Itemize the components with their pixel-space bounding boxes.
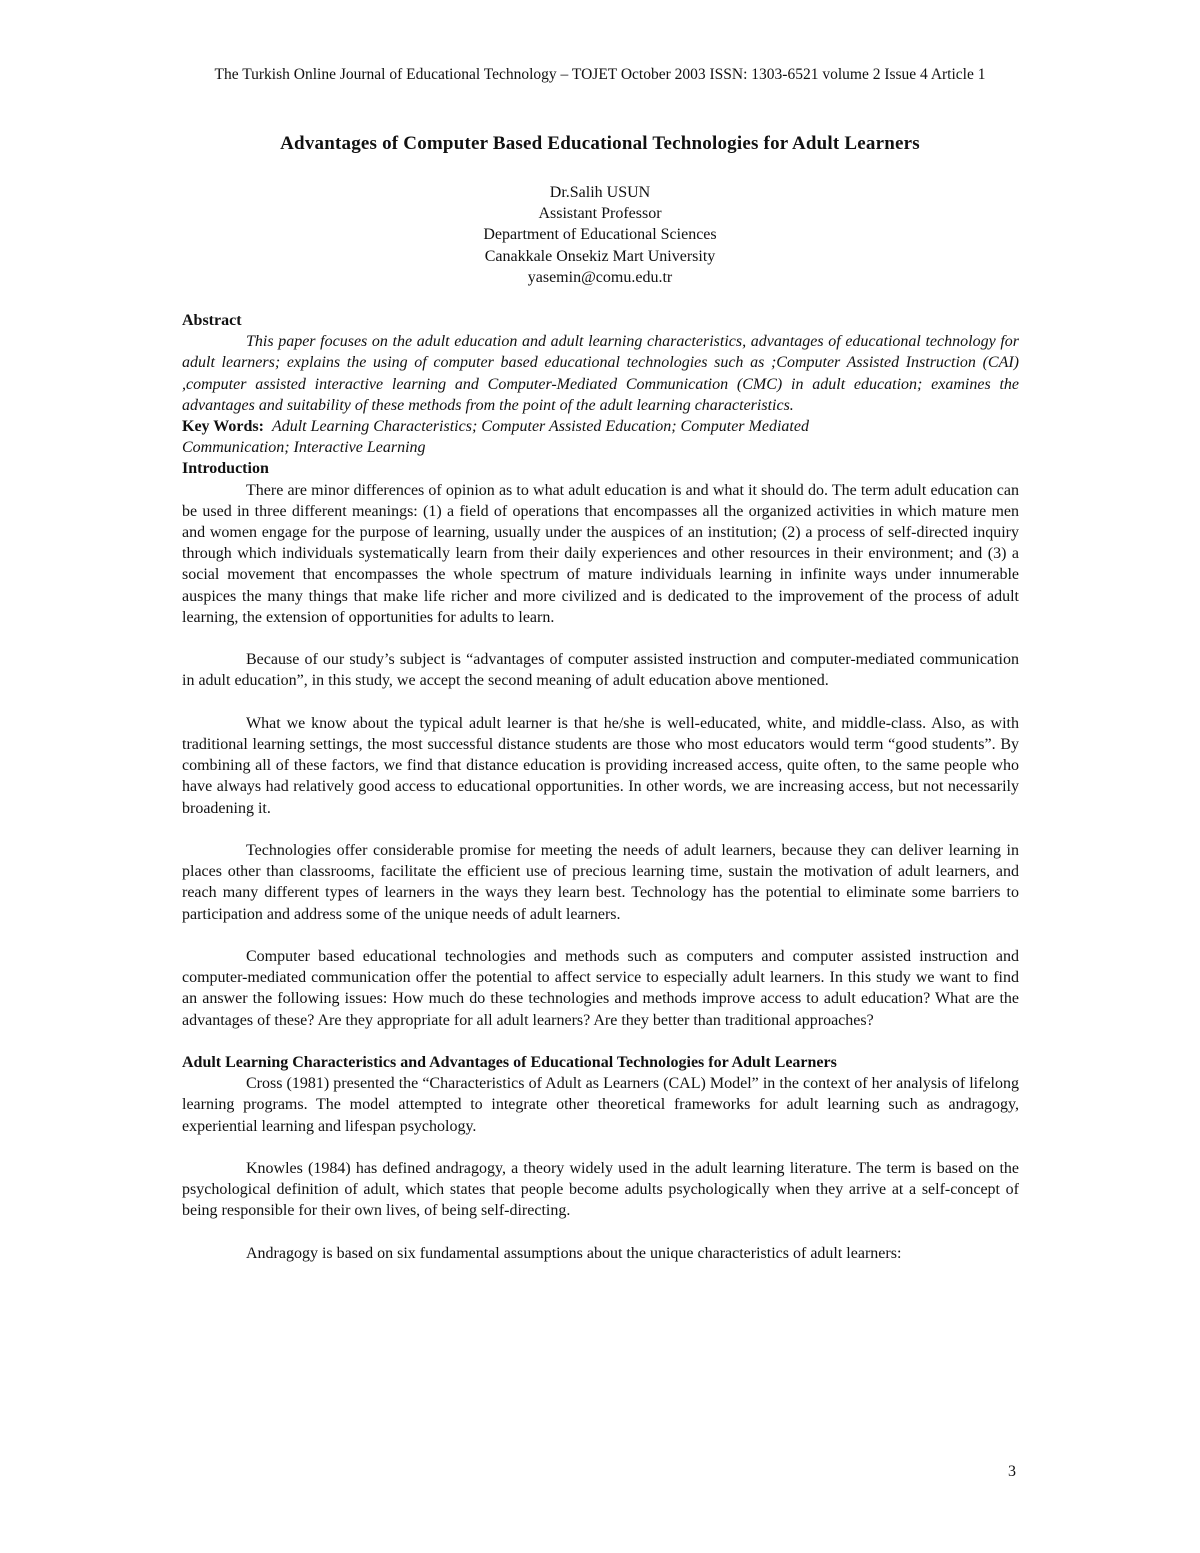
- main-content: [182, 310, 1019, 1264]
- page-number: 3: [1008, 1463, 1016, 1480]
- intro-paragraph-1: There are minor differences of opinion as to what adult education is and what it should do. The term adult education can be used in three different meanings: (1) a field of operations that encompasses all the organized activities in which mature men and women engage for the purpose of learning, usually under the auspices of an institution; (2) a process of self-directed inquiry through which individuals systematically learn from their daily experiences and other resources in their environment; and (3) a social movement that encompasses the whole spectrum of mature individuals learning in infinite ways under innumerable auspices the many things that make life richer and more civilized and is dedicated to the improvement of the process of adult learning, the extension of opportunities for adults to learn.: [182, 481, 1019, 626]
- paragraph-gap: [182, 925, 1019, 946]
- abstract-heading: Abstract: [182, 312, 242, 329]
- keywords-list-part1: Adult Learning Characteristics; Computer Assisted Education; Computer Mediated: [271, 418, 809, 436]
- paragraph-gap: [182, 628, 1019, 649]
- author-block: [0, 182, 1200, 288]
- paper-title: Advantages of Computer Based Educational Technologies for Adult Learners: [280, 133, 920, 154]
- keywords-label: Key Words:: [182, 418, 264, 436]
- author-department: Department of Educational Sciences: [483, 226, 717, 244]
- paragraph-gap: [182, 1031, 1019, 1052]
- intro-paragraph-4: Technologies offer considerable promise for meeting the needs of adult learners, because they can deliver learning in places other than classrooms, facilitate the efficient use of precious learning time, sustain the motivation of adult learners, and reach many different types of learners in the ways they learn best. Technology has the potential to eliminate some barriers to participation and address some of the unique needs of adult learners.: [182, 842, 1019, 923]
- paragraph-gap: [182, 692, 1019, 713]
- author-position: Assistant Professor: [538, 205, 662, 223]
- paragraph-gap: [182, 1222, 1019, 1243]
- section-2-paragraph-2: Knowles (1984) has defined andragogy, a theory widely used in the adult learning literature. The term is based on the psychological definition of adult, which states that people become adults psychologically when they arrive at a self-concept of being responsible for their own lives, of being self-directing.: [182, 1160, 1019, 1220]
- abstract-text: This paper focuses on the adult education and adult learning characteristics, advantages of educational technology for adult learners; explains the using of computer based educational technologies such as ;Computer Assisted Instruction (CAI) ,computer assisted interactive learning and Computer-Mediated Communication (CMC) in adult education; examines the advantages and suitability of these methods from the point of the adult learning characteristics.: [182, 333, 1019, 414]
- keywords-list-part2: Communication; Interactive Learning: [182, 439, 426, 457]
- keywords-line: [182, 416, 1019, 437]
- paragraph-gap: [182, 1137, 1019, 1158]
- section-2-paragraph-1: Cross (1981) presented the “Characteristics of Adult as Learners (CAL) Model” in the context of her analysis of lifelong learning programs. The model attempted to integrate other theoretical frameworks for adult learning such as andragogy, experiential learning and lifespan psychology.: [182, 1075, 1019, 1135]
- section-2-heading: Adult Learning Characteristics and Advantages of Educational Technologies for Adult Learners: [182, 1054, 837, 1072]
- introduction-heading: Introduction: [182, 460, 269, 478]
- intro-paragraph-5: Computer based educational technologies and methods such as computers and computer assisted instruction and computer-mediated communication offer the potential to affect service to especially adult learners. In this study we want to find an answer the following issues: How much do these technologies and methods improve access to adult education? What are the advantages of these? Are they appropriate for all adult learners? Are they better than traditional approaches?: [182, 948, 1019, 1029]
- author-name: Dr.Salih USUN: [549, 184, 651, 201]
- running-header: The Turkish Online Journal of Educational Technology – TOJET October 2003 ISSN: 1303-6521 volume 2 Issue 4 Article 1: [214, 66, 986, 83]
- author-email: yasemin@comu.edu.tr: [527, 268, 673, 286]
- intro-paragraph-3: What we know about the typical adult learner is that he/she is well-educated, white, and middle-class. Also, as with traditional learning settings, the most successful distance students are those who most educators would term “good students”. By combining all of these factors, we find that distance education is providing increased access, quite often, to the same people who have always had relatively good access to educational opportunities. In other words, we are increasing access, but not necessarily broadening it.: [182, 714, 1019, 817]
- intro-paragraph-2: Because of our study’s subject is “advantages of computer assisted instruction and computer-mediated communication in adult education”, in this study, we accept the second meaning of adult education above mentioned.: [182, 651, 1019, 690]
- section-2-paragraph-3: Andragogy is based on six fundamental assumptions about the unique characteristics of adult learners:: [246, 1244, 902, 1262]
- author-university: Canakkale Onsekiz Mart University: [484, 247, 716, 265]
- paragraph-gap: [182, 819, 1019, 840]
